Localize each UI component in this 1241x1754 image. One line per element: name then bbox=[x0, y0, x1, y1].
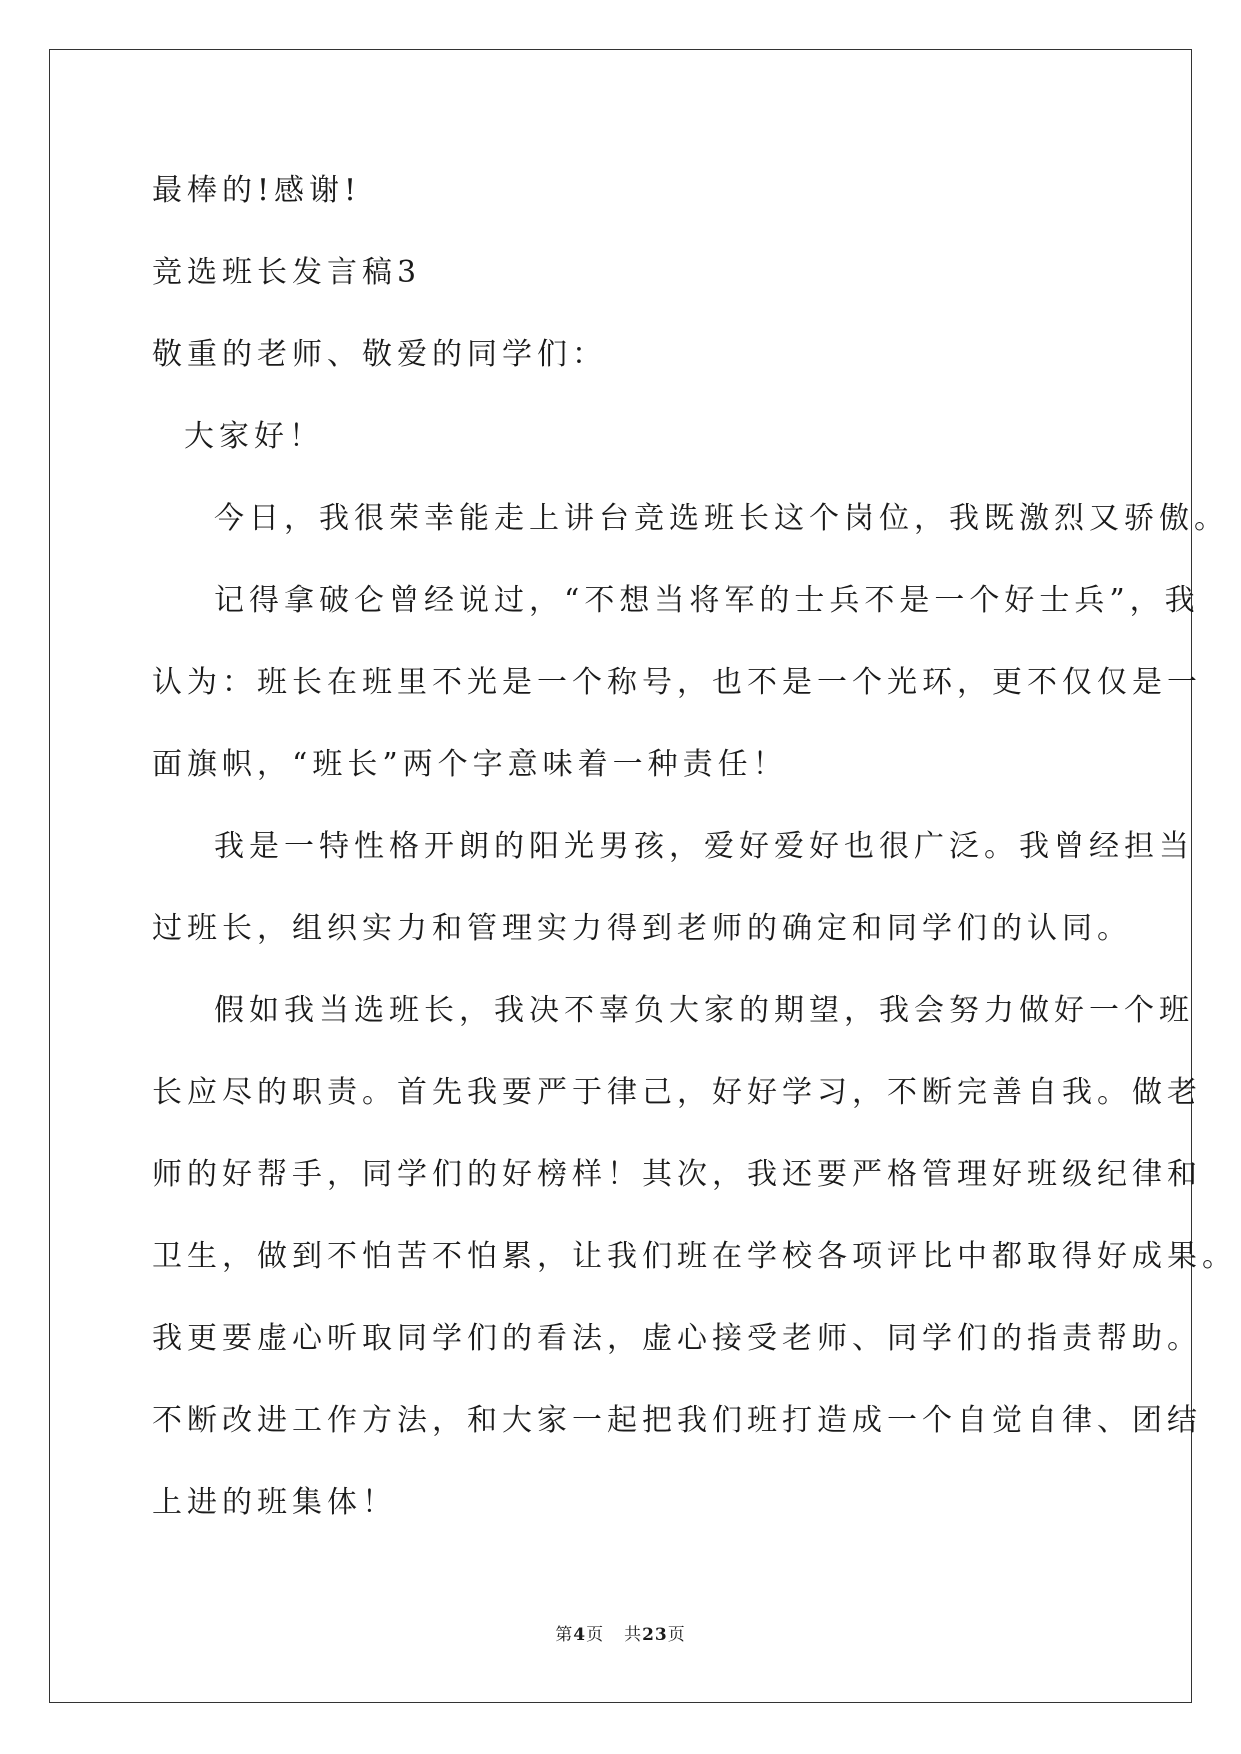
paragraph-line: 今日，我很荣幸能走上讲台竞选班长这个岗位，我既激烈又骄傲。 bbox=[214, 501, 1229, 536]
total-prefix: 共 bbox=[624, 1625, 643, 1645]
paragraph-line: 面旗帜，“班长”两个字意味着一种责任！ bbox=[152, 747, 788, 782]
paragraph-line: 认为：班长在班里不光是一个称号，也不是一个光环，更不仅仅是一 bbox=[152, 665, 1202, 700]
paragraph-line: 上进的班集体！ bbox=[152, 1485, 397, 1520]
salutation: 敬重的老师、敬爱的同学们： bbox=[152, 337, 607, 372]
page-footer bbox=[0, 1620, 1241, 1645]
paragraph-line: 过班长，组织实力和管理实力得到老师的确定和同学们的认同。 bbox=[152, 911, 1132, 946]
section-title: 竞选班长发言稿3 bbox=[152, 255, 422, 290]
page-number: 4 bbox=[573, 1625, 587, 1645]
paragraph-line: 师的好帮手，同学们的好榜样！其次，我还要严格管理好班级纪律和 bbox=[152, 1157, 1202, 1192]
paragraph-line: 我是一特性格开朗的阳光男孩，爱好爱好也很广泛。我曾经担当 bbox=[214, 829, 1194, 864]
paragraph-line: 假如我当选班长，我决不辜负大家的期望，我会努力做好一个班 bbox=[214, 993, 1194, 1028]
page-prefix: 第 bbox=[555, 1625, 574, 1645]
total-pages: 23 bbox=[642, 1625, 668, 1645]
page-suffix: 页 bbox=[586, 1625, 605, 1645]
paragraph-line: 卫生，做到不怕苦不怕累，让我们班在学校各项评比中都取得好成果。 bbox=[152, 1239, 1237, 1274]
paragraph-line: 记得拿破仑曾经说过，“不想当将军的士兵不是一个好士兵”，我 bbox=[214, 583, 1200, 618]
greeting: 大家好！ bbox=[184, 419, 324, 454]
paragraph-line: 我更要虚心听取同学们的看法，虚心接受老师、同学们的指责帮助。 bbox=[152, 1321, 1202, 1356]
paragraph-line: 不断改进工作方法，和大家一起把我们班打造成一个自觉自律、团结 bbox=[152, 1403, 1202, 1438]
closing-line: 最棒的!感谢! bbox=[152, 173, 362, 208]
total-suffix: 页 bbox=[667, 1625, 686, 1645]
document-body bbox=[152, 150, 1237, 1544]
paragraph-line: 长应尽的职责。首先我要严于律己，好好学习，不断完善自我。做老 bbox=[152, 1075, 1202, 1110]
